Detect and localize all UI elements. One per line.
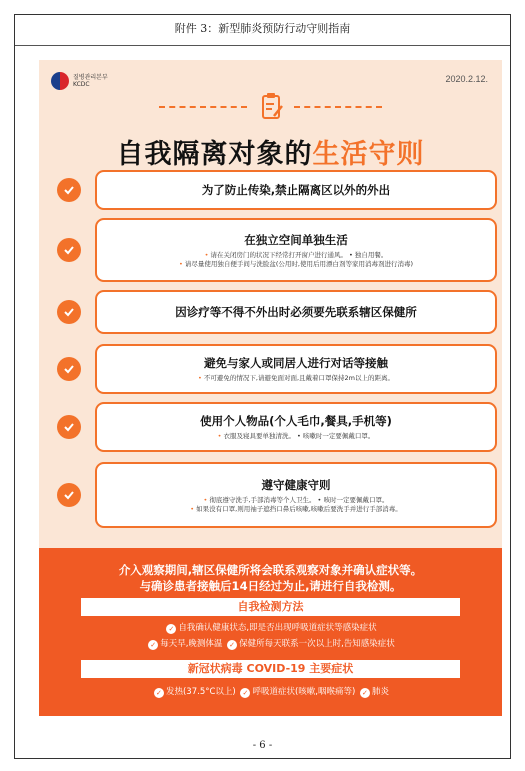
notice-text (39, 562, 502, 594)
rule-note: 请在关闭房门的状况下经常打开窗户进行通风。 • 独自用餐。 (210, 250, 388, 259)
rule-box: 遵守健康守则 • 彻底遵守洗手,手部消毒等个人卫生。 • 咳时一定要佩戴口罩。 • 如果没有口罩,则用袖子遮挡口鼻后咳嗽,咳嗽后要洗手并进行手部消毒。 (95, 462, 497, 528)
notice-line: 与确诊患者接触后14日经过为止,请进行自我检测。 (139, 579, 402, 593)
poster-title (39, 132, 502, 171)
title-main: 自我隔离对象的 (116, 139, 313, 170)
rule-note: 不可避免的情况下,请避免面对面,且戴着口罩保持2m以上的距离。 (203, 374, 394, 382)
check-icon: ✓ (148, 640, 158, 650)
check-icon: ✓ (166, 624, 176, 634)
check-icon: ✓ (240, 688, 250, 698)
rule-title: 为了防止传染,禁止隔离区以外的外出 (201, 183, 391, 197)
rule-item (57, 290, 497, 334)
self-check-line: ✓ 自我确认健康状态,即是否出现呼吸道症状等感染症状 (39, 622, 502, 634)
self-check-line: ✓ 每天早,晚测体温 ✓ 保健所每天联系一次以上时,告知感染症状 (39, 638, 502, 650)
rule-note: 请尽量使用独自便手间与洗脸盆(公用时,使用后用漂白剂等家用消毒剂进行消毒) (184, 259, 414, 268)
rule-title: 使用个人物品(个人毛巾,餐具,手机等) (200, 414, 392, 428)
rule-item (57, 344, 497, 394)
rule-box: 避免与家人或同居人进行对话等接触 • 不可避免的情况下,请避免面对面,且戴着口罩保持2m以上的距离。 (95, 344, 497, 394)
check-icon (57, 483, 81, 507)
rule-note: 彻底遵守洗手,手部消毒等个人卫生。 • 咳时一定要佩戴口罩。 (209, 495, 389, 504)
rule-item (57, 218, 497, 282)
dashed-line-right (294, 106, 382, 108)
check-icon (57, 415, 81, 439)
check-icon: ✓ (227, 640, 237, 650)
title-decoration (39, 88, 502, 122)
dashed-line-left (159, 106, 247, 108)
document-header: 附件 3：新型肺炎预防行动守则指南 (174, 22, 351, 35)
rule-title: 因诊疗等不得不外出时必须要先联系辖区保健所 (175, 305, 417, 319)
check-icon (57, 300, 81, 324)
rule-item (57, 462, 497, 528)
page-number: - 6 - (252, 740, 273, 751)
symptoms-line: ✓ 发热(37.5°C以上) ✓ 呼吸道症状(咳嗽,咽喉痛等) ✓ 肺炎 (39, 686, 502, 698)
rule-title: 在独立空间单独生活 (244, 232, 348, 247)
self-check-title: 自我检测方法 (81, 598, 460, 616)
poster (39, 60, 502, 716)
notice-line: 介入观察期间,辖区保健所将会联系观察对象并确认症状等。 (118, 563, 423, 577)
check-icon (57, 357, 81, 381)
header-rule (15, 45, 510, 46)
logo-org-korean: 질병관리본부 (73, 74, 108, 81)
document-page (14, 14, 511, 759)
rule-item (57, 170, 497, 210)
rule-box: 在独立空间单独生活 • 请在关闭房门的状况下经常打开窗户进行通风。 • 独自用餐。 • 请尽量使用独自便手间与洗脸盆(公用时,使用后用漂白剂等家用消毒剂进行消毒) (95, 218, 497, 282)
rule-item (57, 402, 497, 452)
clipboard-pen-icon (261, 92, 283, 120)
symptoms-title: 新冠状病毒 COVID-19 主要症状 (81, 660, 460, 678)
title-accent: 生活守则 (312, 139, 425, 170)
rule-note: 衣服及寝具要单独清洗。 • 咳嗽时一定要佩戴口罩。 (223, 432, 375, 440)
info-band (39, 548, 502, 716)
rule-box: 使用个人物品(个人毛巾,餐具,手机等) • 衣服及寝具要单独清洗。 • 咳嗽时一定要佩戴口罩。 (95, 402, 497, 452)
rule-title: 避免与家人或同居人进行对话等接触 (204, 356, 388, 370)
check-icon (57, 178, 81, 202)
check-icon (57, 238, 81, 262)
rule-title: 遵守健康守则 (261, 477, 331, 492)
poster-date: 2020.2.12. (445, 74, 488, 84)
check-icon: ✓ (154, 688, 164, 698)
check-icon: ✓ (360, 688, 370, 698)
rule-box (95, 290, 497, 334)
rule-box (95, 170, 497, 210)
logo-org-abbr: KCDC (73, 81, 90, 88)
rule-note: 如果没有口罩,则用袖子遮挡口鼻后咳嗽,咳嗽后要洗手并进行手部消毒。 (196, 504, 402, 513)
